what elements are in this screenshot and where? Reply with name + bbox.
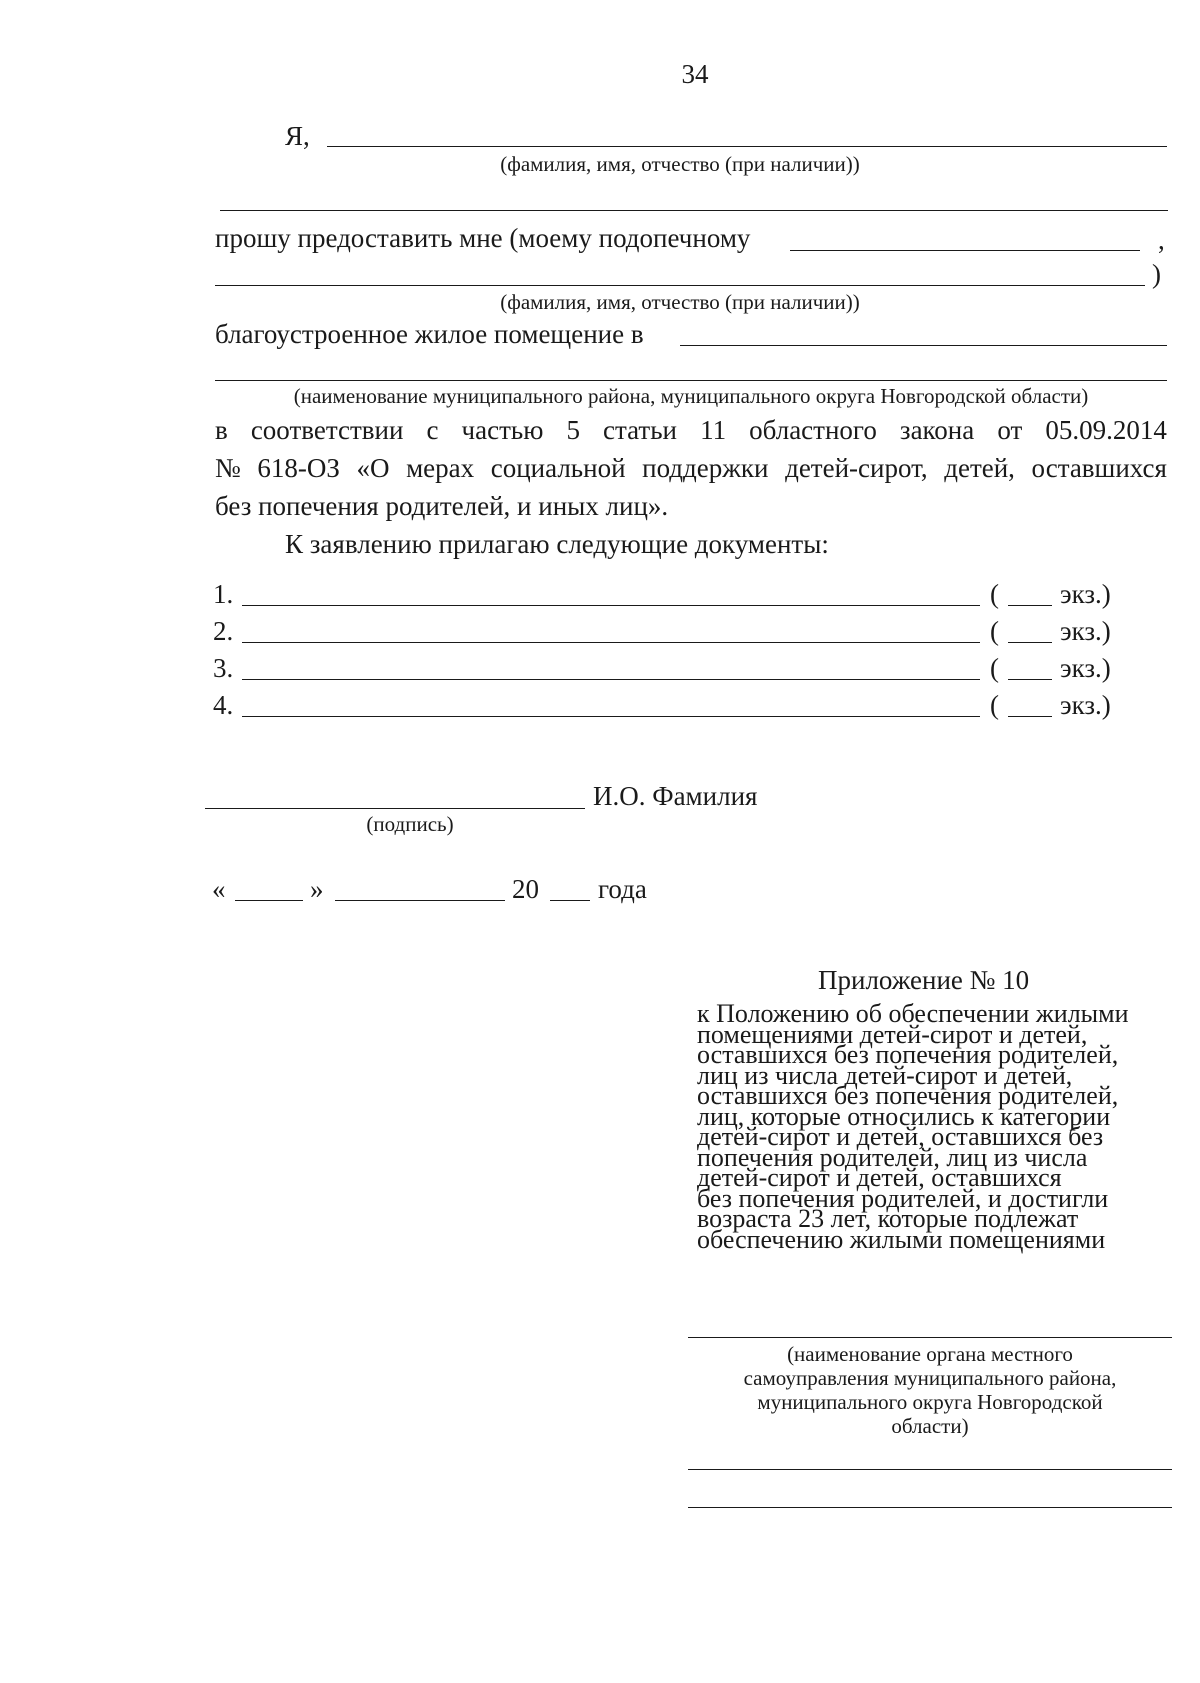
- fio-field-line[interactable]: [327, 146, 1167, 147]
- date-year-word: года: [598, 874, 647, 904]
- law-word: 11: [700, 415, 727, 445]
- law-word: статьи: [603, 415, 677, 445]
- district-caption: (наименование муниципального района, муниципального округа Новгородской области): [293, 384, 1089, 408]
- law-word: закона: [899, 415, 975, 445]
- appendix-line: попечения родителей, лиц из числа: [697, 1142, 1088, 1172]
- document-name-line[interactable]: [242, 642, 980, 643]
- organ-name-line[interactable]: [688, 1337, 1172, 1338]
- law-word: №: [215, 453, 241, 483]
- document-name-line[interactable]: [242, 716, 980, 717]
- appendix-line: лиц из числа детей-сирот и детей,: [697, 1060, 1073, 1090]
- document-open-paren: (: [990, 653, 999, 683]
- document-name-line[interactable]: [242, 679, 980, 680]
- organ-caption: [688, 1342, 1172, 1438]
- appendix-line: детей-сирот и детей, оставшихся: [697, 1163, 1062, 1192]
- law-line-3: без попечения родителей, и иных лиц».: [215, 491, 669, 521]
- ward-name-line[interactable]: [790, 250, 1140, 251]
- fio-continuation-line[interactable]: [220, 210, 1168, 211]
- law-word: мерах: [406, 453, 475, 483]
- date-open-quote: «: [212, 874, 226, 904]
- organ-address-line-1[interactable]: [688, 1469, 1172, 1470]
- law-word: социальной: [490, 453, 626, 483]
- appendix-line: помещениями детей-сирот и детей,: [697, 1019, 1088, 1049]
- appendix-line: оставшихся без попечения родителей,: [697, 1040, 1119, 1069]
- request-text: прошу предоставить мне (моему подопечному: [215, 223, 751, 253]
- law-word: поддержки: [642, 453, 769, 483]
- document-number: 1.: [213, 579, 234, 609]
- organ-address-line-2[interactable]: [688, 1507, 1172, 1508]
- law-word: с: [426, 415, 439, 445]
- i-label: Я,: [285, 121, 310, 151]
- organ-caption-line: самоуправления муниципального района,: [743, 1366, 1117, 1390]
- law-word: детей-сирот,: [785, 453, 928, 483]
- district-field-line[interactable]: [680, 345, 1167, 346]
- document-open-paren: (: [990, 690, 999, 720]
- law-word: в: [215, 415, 228, 445]
- date-year-line[interactable]: [550, 900, 590, 901]
- law-word: 5: [566, 415, 580, 445]
- district-continuation-line[interactable]: [215, 380, 1167, 381]
- law-word: оставшихся: [1031, 453, 1167, 483]
- document-number: 2.: [213, 616, 234, 646]
- organ-caption-line: области): [891, 1414, 969, 1438]
- signature-caption: (подпись): [366, 812, 454, 836]
- fio-caption-1: (фамилия, имя, отчество (при наличии)): [500, 152, 860, 176]
- appendix-line: возраста 23 лет, которые подлежат: [697, 1204, 1079, 1233]
- document-copies-line[interactable]: [1008, 716, 1052, 717]
- law-word: «О: [356, 453, 390, 483]
- document-copies-line[interactable]: [1008, 605, 1052, 606]
- document-unit: экз.): [1060, 690, 1111, 720]
- appendix-line: оставшихся без попечения родителей,: [697, 1081, 1119, 1110]
- law-word: 618-ОЗ: [257, 453, 340, 483]
- signature-line[interactable]: [205, 808, 585, 809]
- appendix-line: детей-сирот и детей, оставшихся без: [697, 1122, 1104, 1151]
- law-word: детей,: [944, 453, 1015, 483]
- document-unit: экз.): [1060, 579, 1111, 609]
- date-day-line[interactable]: [235, 900, 303, 901]
- housing-text: благоустроенное жилое помещение в: [215, 319, 644, 349]
- appendix-line: обеспечению жилыми помещениями: [697, 1224, 1106, 1254]
- ward-close-paren: ): [1152, 259, 1161, 289]
- signature-name: И.О. Фамилия: [593, 781, 758, 811]
- document-copies-line[interactable]: [1008, 679, 1052, 680]
- date-century: 20: [512, 874, 539, 904]
- document-number: 4.: [213, 690, 234, 720]
- documents-intro: К заявлению прилагаю следующие документы:: [285, 529, 829, 559]
- law-word: от: [997, 415, 1023, 445]
- document-unit: экз.): [1060, 616, 1111, 646]
- law-word: 05.09.2014: [1045, 415, 1167, 445]
- law-line-2: [215, 452, 1167, 484]
- document-open-paren: (: [990, 579, 999, 609]
- page-number: 34: [681, 59, 709, 89]
- document-number: 3.: [213, 653, 234, 683]
- law-word: областного: [749, 415, 877, 445]
- organ-caption-line: муниципального округа Новгородской: [757, 1390, 1103, 1414]
- document-open-paren: (: [990, 616, 999, 646]
- appendix-line: без попечения родителей, и достигли: [697, 1183, 1109, 1213]
- appendix-title: Приложение № 10: [818, 965, 1030, 995]
- ward-fio-line[interactable]: [215, 285, 1145, 286]
- date-month-line[interactable]: [335, 900, 505, 901]
- ward-comma: ,: [1158, 225, 1165, 255]
- appendix-text: [697, 999, 1129, 1254]
- law-word: соответствии: [250, 415, 404, 445]
- organ-caption-line: (наименование органа местного: [787, 1342, 1073, 1366]
- date-close-quote: »: [310, 874, 324, 904]
- appendix-line: к Положению об обеспечении жилыми: [697, 999, 1129, 1028]
- fio-caption-2: (фамилия, имя, отчество (при наличии)): [500, 290, 860, 314]
- law-word: частью: [461, 415, 544, 445]
- law-line-1: [215, 414, 1167, 446]
- appendix-line: лиц, которые относились к категории: [697, 1101, 1111, 1131]
- document-name-line[interactable]: [242, 605, 980, 606]
- document-copies-line[interactable]: [1008, 642, 1052, 643]
- document-unit: экз.): [1060, 653, 1111, 683]
